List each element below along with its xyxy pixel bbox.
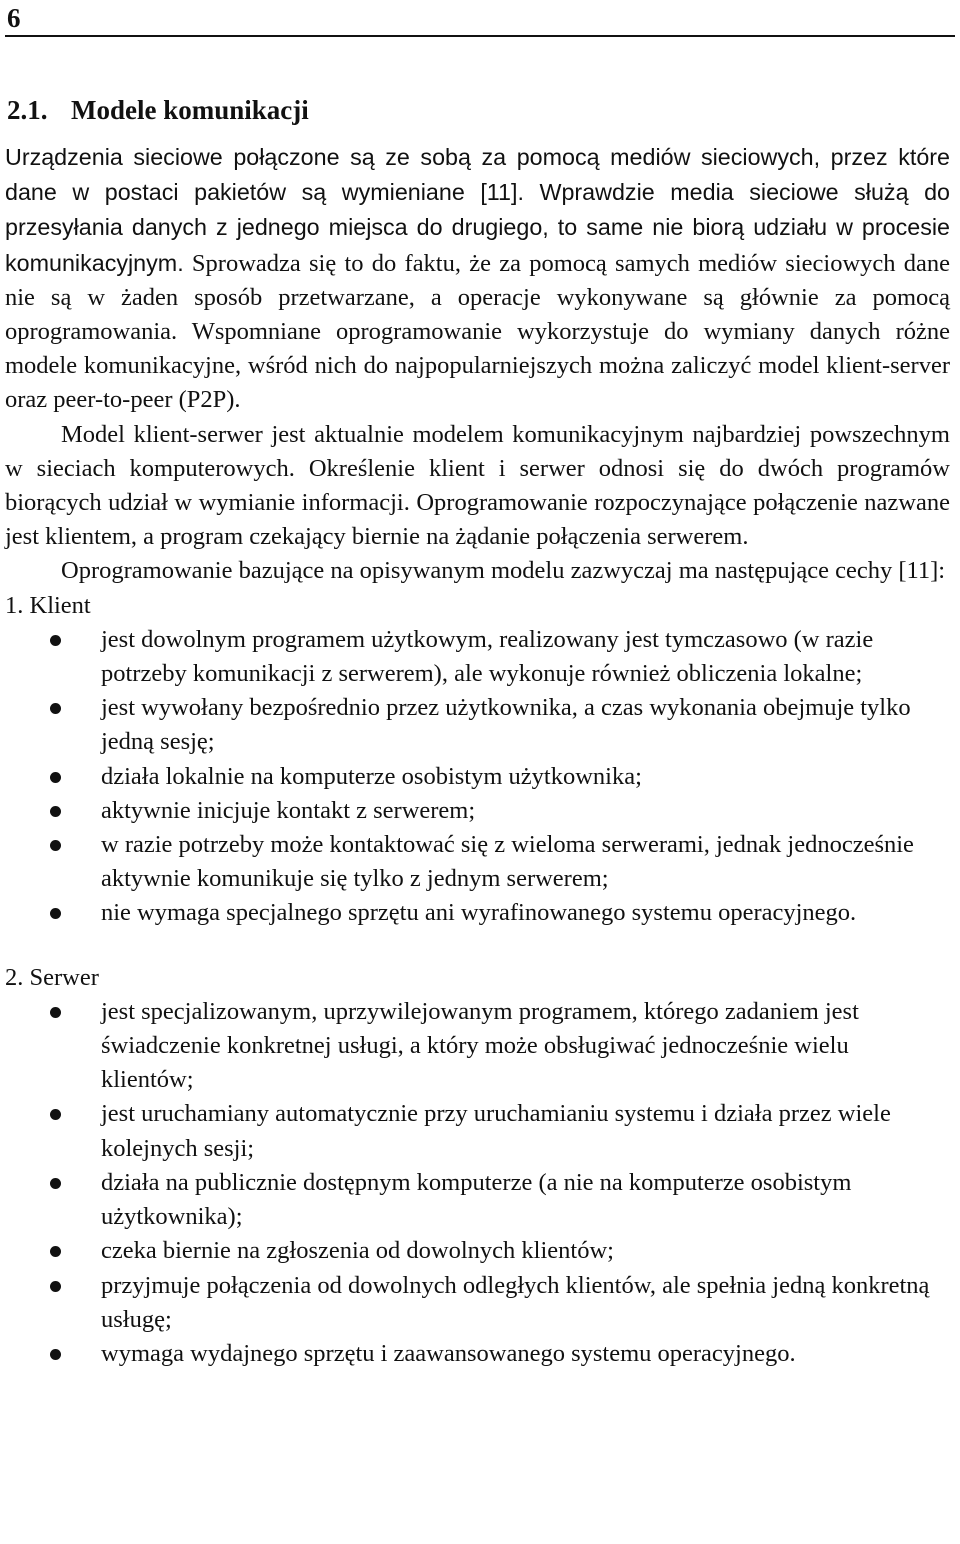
list-item-text: działa lokalnie na komputerze osobistym użytkownika;	[101, 762, 642, 790]
list-item	[5, 1234, 950, 1268]
page-number: 6	[7, 3, 21, 33]
list-item-text: jest uruchamiany automatycznie przy uruchamianiu systemu i działa przez wiele kolejnych sesji;	[101, 1100, 891, 1162]
list-label-client: 1. Klient	[5, 591, 91, 619]
bullet-icon	[50, 1281, 61, 1292]
list-item	[5, 828, 950, 896]
bullet-icon	[50, 635, 61, 646]
bullet-icon	[50, 1109, 61, 1120]
bullet-icon	[50, 840, 61, 851]
bullet-icon	[50, 1246, 61, 1257]
bullet-icon	[50, 806, 61, 817]
list-item	[5, 691, 950, 759]
document-body	[5, 140, 950, 1371]
list-item-text: przyjmuje połączenia od dowolnych odległych klientów, ale spełnia jedną konkretną usługę;	[101, 1271, 930, 1333]
list-item	[5, 1166, 950, 1234]
paragraph-features-intro: Oprogramowanie bazujące na opisywanym modelu zazwyczaj ma następujące cechy [11]:	[61, 557, 946, 585]
list-item	[5, 760, 950, 794]
list-item-text: nie wymaga specjalnego sprzętu ani wyrafinowanego systemu operacyjnego.	[101, 899, 857, 927]
list-item	[5, 896, 950, 930]
list-item-text: jest wywołany bezpośrednio przez użytkownika, a czas wykonania obejmuje tylko jedną sesję;	[101, 694, 911, 756]
list-item-text: w razie potrzeby może kontaktować się z wieloma serwerami, jednak jednocześnie aktywnie komunikuje się tylko z jednym serwerem;	[101, 831, 914, 893]
list-item-text: aktywnie inicjuje kontakt z serwerem;	[101, 796, 476, 824]
list-label-server: 2. Serwer	[5, 963, 99, 991]
list-item-text: jest specjalizowanym, uprzywilejowanym programem, którego zadaniem jest świadczenie konkretnej usługi, a który może obsługiwać jednocześnie wielu klientów;	[101, 997, 859, 1094]
bullet-icon	[50, 772, 61, 783]
section-heading	[7, 92, 309, 128]
list-item	[5, 623, 950, 691]
list-item	[5, 995, 950, 1098]
paragraph-intro	[5, 140, 950, 418]
bullet-icon	[50, 1178, 61, 1189]
list-item	[5, 794, 950, 828]
server-features-list	[5, 995, 950, 1371]
bullet-icon	[50, 1349, 61, 1360]
list-item	[5, 1337, 950, 1371]
paragraph-intro-sans-part: Urządzenia sieciowe połączone są ze sobą za pomocą mediów sieciowych, przez które dane w postaci pakietów są wymieniane [11]. Wprawdzie media sieciowe służą do przesyłania danych z jednego miejsca do drugiego, to same nie biorą udziału w procesie komunikacyjnym.	[5, 144, 950, 276]
section-number: 2.1.	[7, 95, 48, 125]
list-item	[5, 1097, 950, 1165]
header-rule	[5, 35, 955, 37]
section-title: Modele komunikacji	[71, 95, 309, 125]
list-item-text: jest dowolnym programem użytkowym, realizowany jest tymczasowo (w razie potrzeby komunikacji z serwerem), ale wykonuje również obliczenia lokalne;	[101, 625, 874, 688]
paragraph-client-server: Model klient-serwer jest aktualnie modelem komunikacyjnym najbardziej powszechnym w sieciach komputerowych. Określenie klient i serwer odnosi się do dwóch programów biorących udział w wymianie informacji. Oprogramowanie rozpoczynające połączenie nazwane jest klientem, a program czekający biernie na żądanie połączenia serwerem.	[5, 420, 950, 551]
bullet-icon	[50, 908, 61, 919]
list-item	[5, 1269, 950, 1337]
bullet-icon	[50, 703, 61, 714]
client-features-list	[5, 623, 950, 931]
list-item-text: czeka biernie na zgłoszenia od dowolnych klientów;	[101, 1237, 614, 1265]
bullet-icon	[50, 1007, 61, 1018]
list-item-text: działa na publicznie dostępnym komputerze (a nie na komputerze osobistym użytkownika);	[101, 1168, 852, 1231]
list-item-text: wymaga wydajnego sprzętu i zaawansowanego systemu operacyjnego.	[101, 1339, 796, 1367]
paragraph-intro-serif-part: Sprowadza się to do faktu, że za pomocą samych mediów sieciowych dane nie są w żaden sposób przetwarzane, a operacje wykonywane są głównie za pomocą oprogramowania. Wspomniane oprogramowanie wykorzystuje do wymiany danych różne modele komunikacyjne, wśród nich do najpopularniejszych można zaliczyć model klient-server oraz peer-to-peer (P2P).	[5, 249, 951, 414]
list-spacer	[5, 931, 950, 961]
